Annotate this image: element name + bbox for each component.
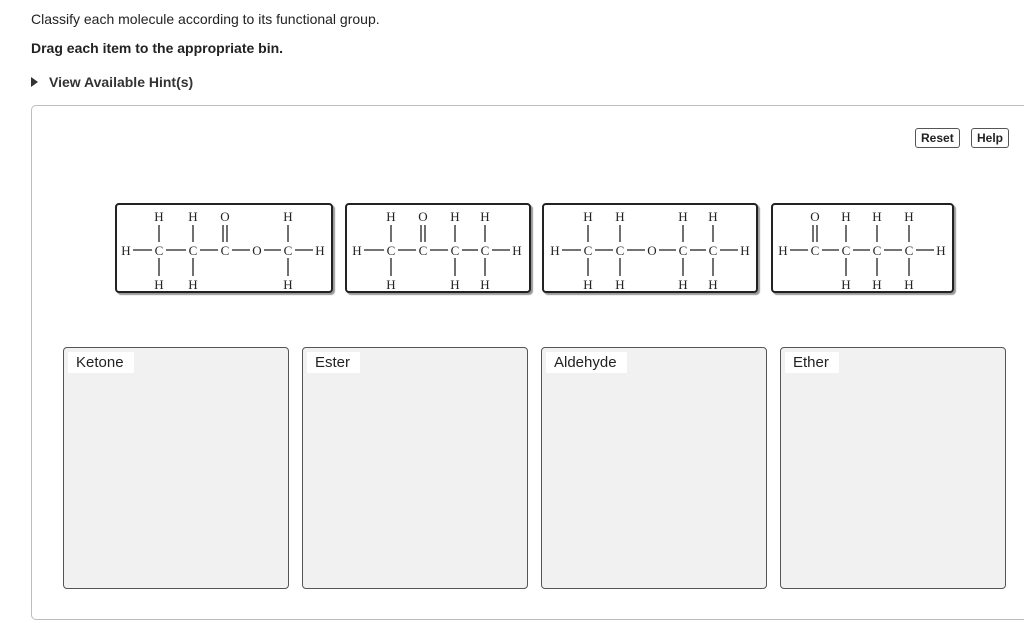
svg-text:H: H: [778, 243, 788, 258]
bin-ketone[interactable]: [63, 347, 289, 589]
bin-ether[interactable]: [780, 347, 1006, 589]
svg-text:O: O: [220, 209, 230, 224]
molecule-structure-icon: [347, 205, 529, 291]
molecule-structure-icon: [544, 205, 756, 291]
svg-text:H: H: [450, 209, 460, 224]
molecule-card-aldehyde-structure[interactable]: [771, 203, 954, 293]
help-button[interactable]: Help: [971, 128, 1009, 148]
svg-text:H: H: [904, 209, 914, 224]
svg-text:H: H: [283, 277, 293, 291]
svg-text:H: H: [678, 209, 688, 224]
bin-ester[interactable]: [302, 347, 528, 589]
molecule-structure-icon: [117, 205, 331, 291]
svg-text:C: C: [904, 243, 914, 258]
svg-text:H: H: [872, 277, 882, 291]
svg-text:O: O: [810, 209, 820, 224]
molecule-structure-icon: [773, 205, 952, 291]
svg-text:C: C: [678, 243, 688, 258]
question-text: Classify each molecule according to its functional group.: [31, 11, 380, 27]
svg-text:C: C: [220, 243, 230, 258]
bin-label: Ketone: [68, 352, 134, 373]
svg-text:H: H: [283, 209, 293, 224]
svg-text:O: O: [418, 209, 428, 224]
svg-text:H: H: [154, 277, 164, 291]
molecule-card-ketone-structure[interactable]: [345, 203, 531, 293]
bin-aldehyde[interactable]: [541, 347, 767, 589]
svg-text:H: H: [352, 243, 362, 258]
svg-text:H: H: [188, 209, 198, 224]
svg-text:H: H: [841, 277, 851, 291]
svg-text:C: C: [154, 243, 164, 258]
svg-text:O: O: [252, 243, 262, 258]
bin-label: Aldehyde: [546, 352, 627, 373]
svg-text:C: C: [841, 243, 851, 258]
svg-text:H: H: [936, 243, 946, 258]
reset-button[interactable]: Reset: [915, 128, 960, 148]
view-hints-link[interactable]: [31, 74, 193, 90]
svg-text:O: O: [647, 243, 657, 258]
svg-text:H: H: [188, 277, 198, 291]
svg-text:H: H: [583, 209, 593, 224]
bin-label: Ester: [307, 352, 360, 373]
svg-text:H: H: [615, 209, 625, 224]
bin-label: Ether: [785, 352, 839, 373]
svg-text:H: H: [678, 277, 688, 291]
svg-text:H: H: [841, 209, 851, 224]
svg-text:C: C: [418, 243, 428, 258]
svg-text:C: C: [583, 243, 593, 258]
svg-text:H: H: [583, 277, 593, 291]
svg-text:H: H: [512, 243, 522, 258]
view-hints-label: View Available Hint(s): [49, 74, 194, 90]
svg-text:H: H: [708, 209, 718, 224]
svg-text:H: H: [121, 243, 131, 258]
svg-text:H: H: [550, 243, 560, 258]
svg-text:C: C: [188, 243, 198, 258]
svg-text:C: C: [386, 243, 396, 258]
svg-text:C: C: [708, 243, 718, 258]
svg-text:H: H: [386, 209, 396, 224]
svg-text:C: C: [615, 243, 625, 258]
svg-text:H: H: [740, 243, 750, 258]
svg-text:H: H: [315, 243, 325, 258]
svg-text:H: H: [708, 277, 718, 291]
svg-text:C: C: [872, 243, 882, 258]
molecule-card-ester-structure[interactable]: [115, 203, 333, 293]
svg-text:C: C: [283, 243, 293, 258]
svg-text:H: H: [904, 277, 914, 291]
drag-instruction: Drag each item to the appropriate bin.: [31, 40, 284, 56]
svg-text:H: H: [480, 209, 490, 224]
svg-text:H: H: [615, 277, 625, 291]
svg-text:H: H: [480, 277, 490, 291]
molecule-card-ether-structure[interactable]: [542, 203, 758, 293]
svg-text:H: H: [154, 209, 164, 224]
svg-text:C: C: [450, 243, 460, 258]
svg-text:H: H: [450, 277, 460, 291]
caret-right-icon: [31, 77, 38, 87]
svg-text:H: H: [872, 209, 882, 224]
svg-text:H: H: [386, 277, 396, 291]
svg-text:C: C: [480, 243, 490, 258]
svg-text:C: C: [810, 243, 820, 258]
